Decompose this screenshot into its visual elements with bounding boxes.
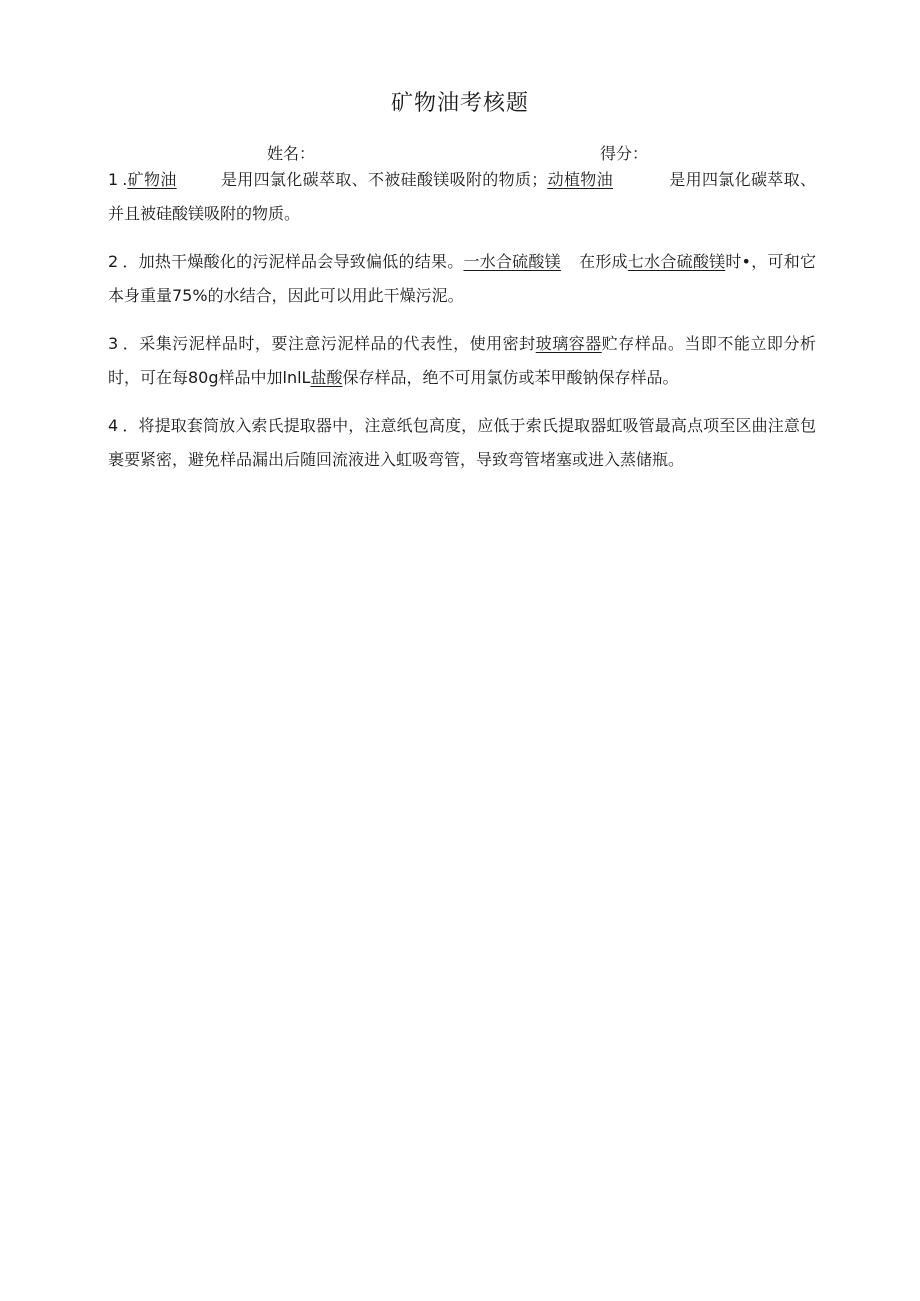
question-text: 保存样品，绝不可用氯仿或苯甲酸钠保存样品。	[342, 368, 679, 387]
answer-blank: 一水合硫酸镁	[463, 252, 561, 271]
question-number: 4	[108, 416, 119, 435]
name-label: 姓名：	[267, 144, 316, 163]
question-4	[108, 409, 816, 477]
question-text: ．采集污泥样品时，要注意污泥样品的代表性，使用密封	[122, 334, 536, 353]
answer-blank: 玻璃容器	[535, 334, 602, 353]
question-text: ．加热干燥酸化的污泥样品会导致偏低的结果。	[122, 252, 464, 271]
score-label: 得分：	[600, 144, 649, 163]
question-text: 是用四氯化碳萃取、并且被硅酸镁吸附的物质。	[108, 170, 816, 223]
question-number: 1	[108, 170, 119, 189]
question-3	[108, 327, 816, 395]
answer-blank: 动植物油	[547, 170, 613, 189]
question-2	[108, 245, 816, 313]
question-text: .	[122, 170, 128, 189]
document-title: 矿物油考核题	[390, 91, 529, 116]
question-text: 贮存样品。当即不能立即分析时，可在每80g样品中加lnlL	[108, 334, 816, 387]
answer-blank: 七水合硫酸镁	[627, 252, 726, 271]
answer-blank: 矿物油	[127, 170, 177, 189]
question-text: 在形成	[578, 252, 628, 271]
answer-blank: 盐酸	[310, 368, 343, 387]
question-text: ．将提取套筒放入索氏提取器中，注意纸包高度，应低于索氏提取器虹吸管最高点项至区曲注意包裹要紧密，避免样品漏出后随回流液进入虹吸弯管，导致弯管堵塞或进入蒸储瓶。	[108, 416, 816, 469]
question-number: 3	[108, 334, 119, 353]
question-number: 2	[108, 252, 119, 271]
question-text: 是用四氯化碳萃取、不被硅酸镁吸附的物质；	[220, 170, 548, 189]
question-1	[108, 163, 816, 231]
question-list	[108, 163, 816, 491]
question-text: 时•，可和它本身重量75%的水结合，因此可以用此干燥污泥。	[108, 252, 816, 305]
